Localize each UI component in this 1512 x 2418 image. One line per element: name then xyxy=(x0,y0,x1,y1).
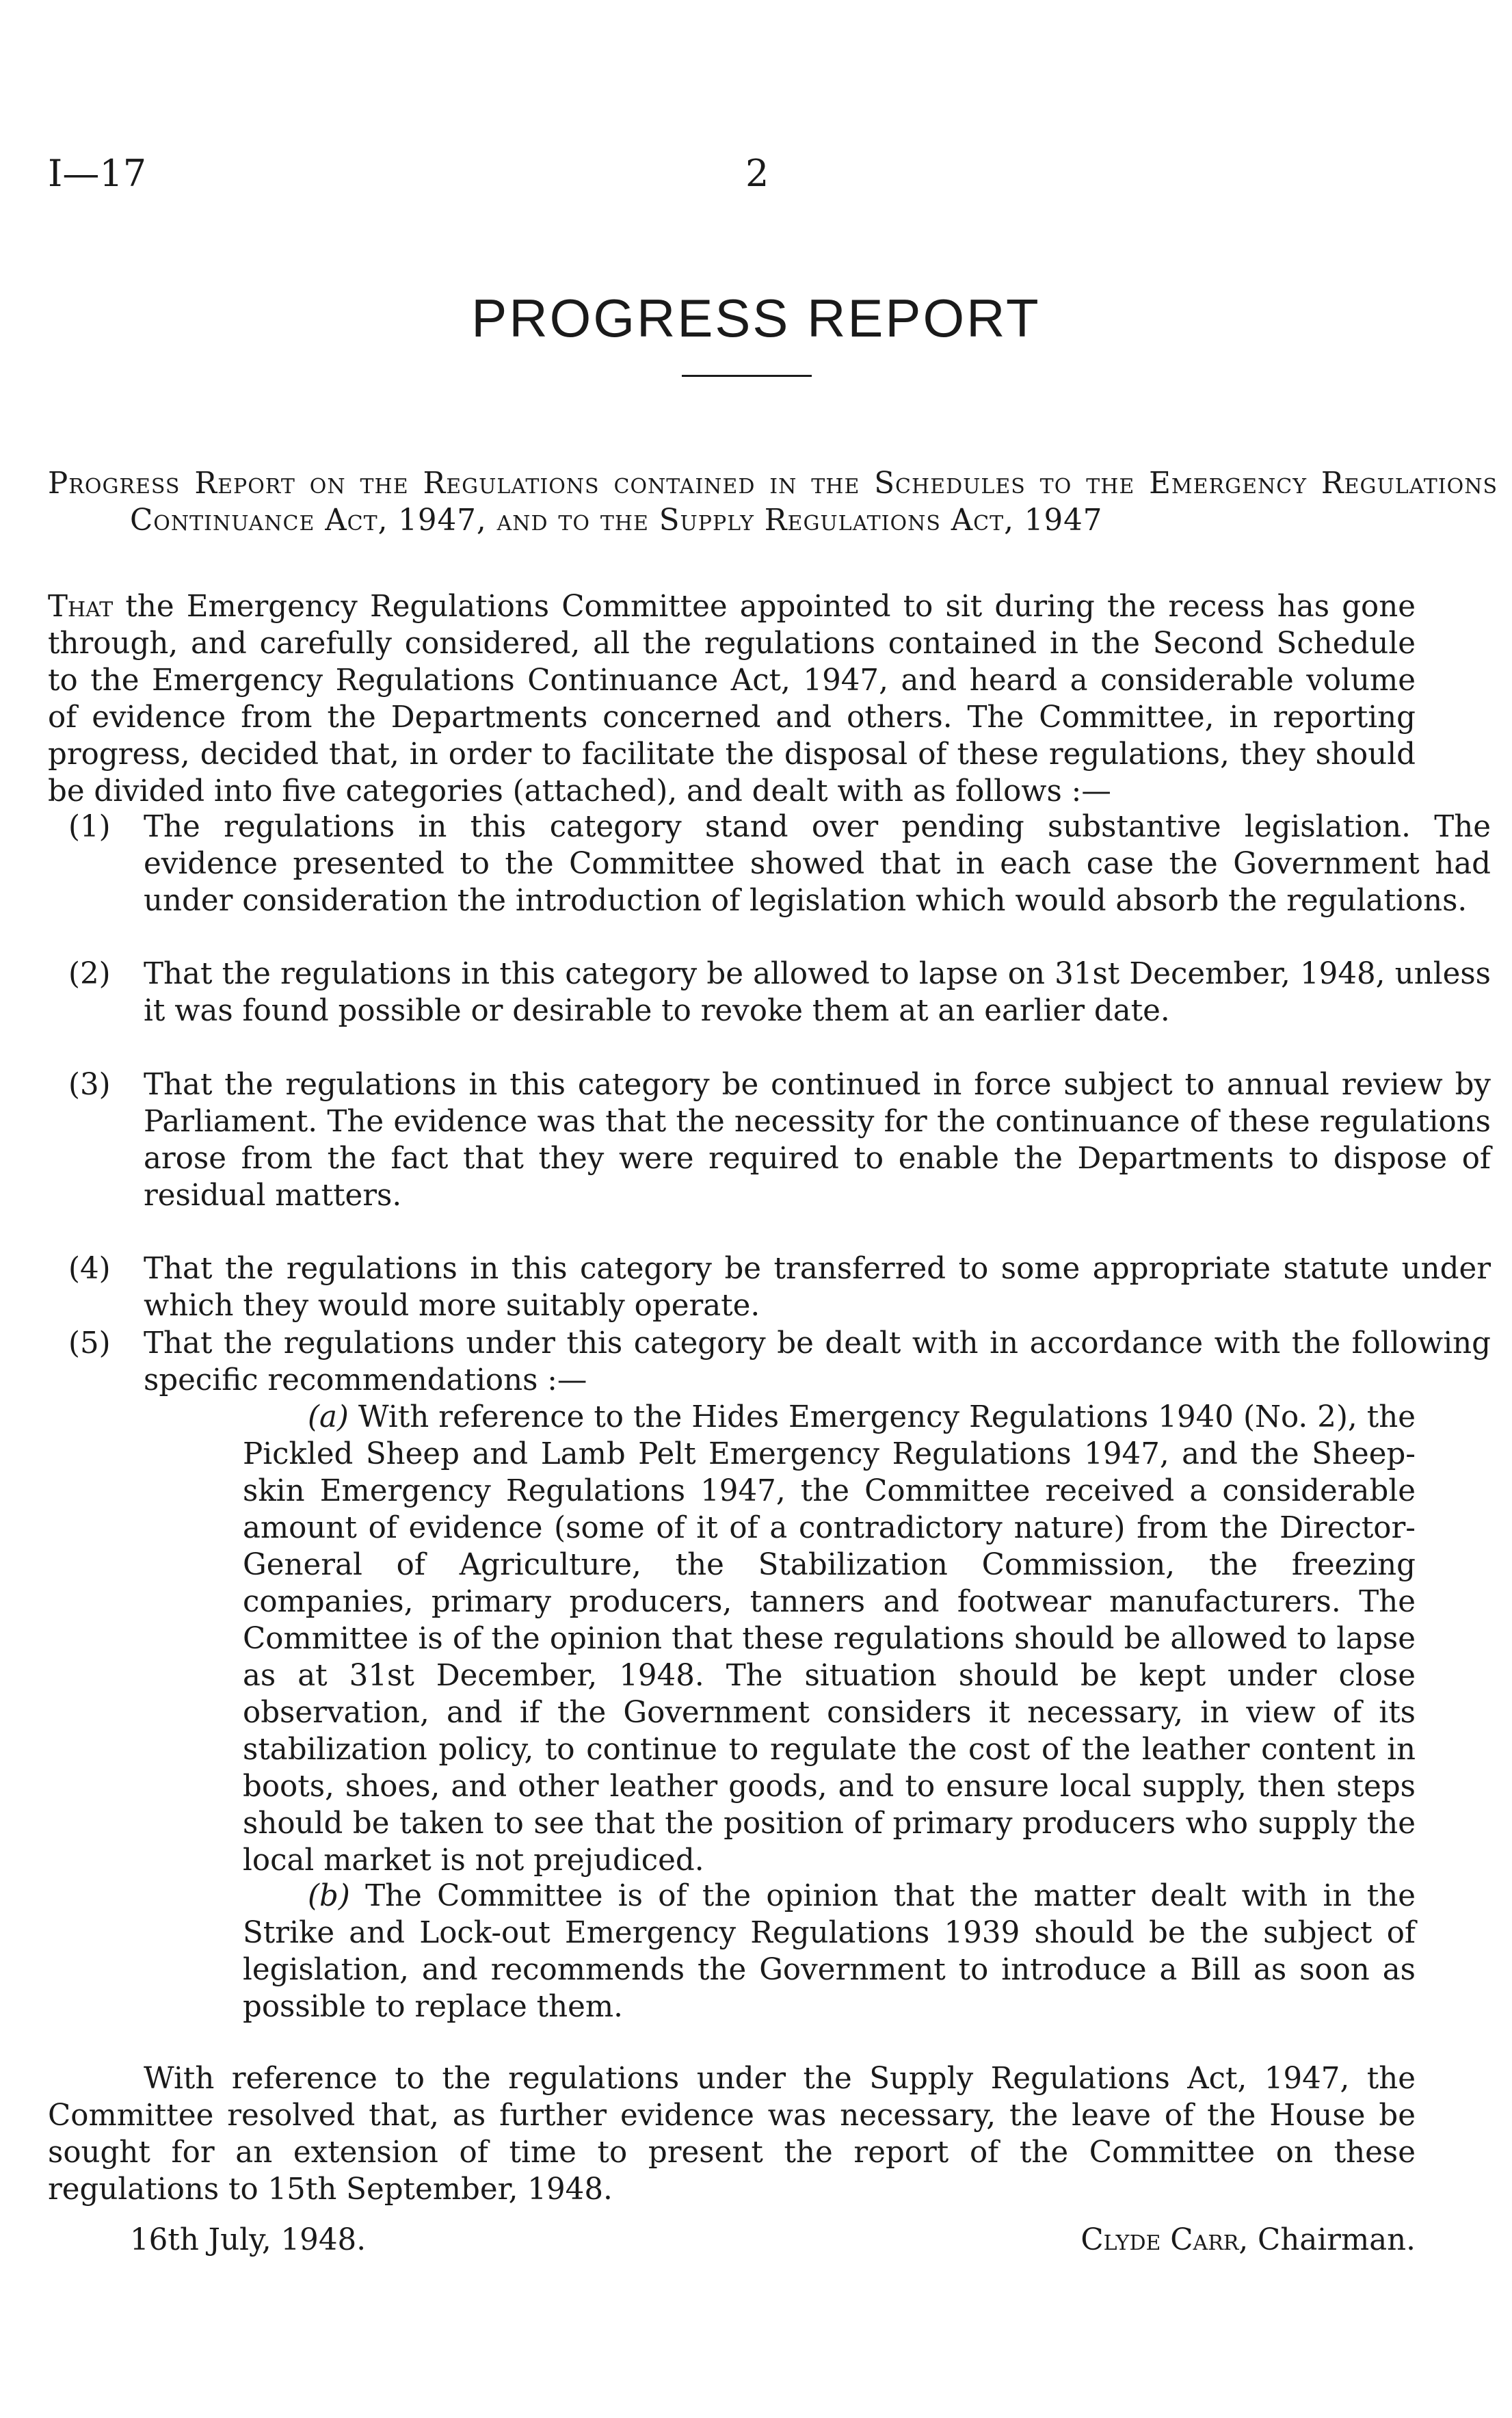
signatory-name: Clyde Carr xyxy=(1080,2223,1239,2257)
closing-paragraph: With reference to the regulations under the Supply Regulations Act, 1947, the Committee resolved that, as further evidence was necessary, the leave of the House be sought for an extension of time to present the report of the Committee on these regulations to 15th September, 1948. xyxy=(48,2062,1416,2207)
report-subheading: Progress Report on the Regulations contained in the Schedules to the Emergency Regulations Continuance Act, 1947, and to the Supply Regulations Act, 1947 xyxy=(48,466,1498,538)
sub-item-text: The Committee is of the opinion that the matter dealt with in the Strike and Lock-out Emergency Regulations 1939 should be the subject of legislation, and recommends the Government to introduce a Bill as soon as possible to replace them. xyxy=(243,1879,1416,2024)
sub-item-text: With reference to the Hides Emergency Regulations 1940 (No. 2), the Pickled Sheep and Lamb Pelt Emergency Regulations 1947, and the Sheep-skin Emergency Regulations 1947, the Committee received a considerable amount of evidence (some of it of a contradictory nature) from the Director-General of Agriculture, the Stabilization Commission, the freezing companies, primary producers, tanners and footwear manufacturers. The Committee is of the opinion that these regulations should be allowed to lapse as at 31st December, 1948. The situation should be kept under close observation, and if the Government considers it necessary, in view of its stabilization policy, to continue to regulate the cost of the leather content in boots, shoes, and other leather goods, and to ensure local supply, then steps should be taken to see that the position of primary producers who supply the local market is not prejudiced. xyxy=(243,1400,1416,1878)
signature xyxy=(1080,2223,1416,2257)
item-number: (3) xyxy=(68,1068,111,1102)
sub-item xyxy=(243,1878,1416,2025)
report-date: 16th July, 1948. xyxy=(130,2223,367,2257)
item-text: That the regulations under this category be dealt with in accordance with the following specific recommendations :— xyxy=(144,1326,1491,1397)
item-number: (5) xyxy=(68,1326,111,1361)
item-text: That the regulations in this category be continued in force subject to annual review by Parliament. The evidence was that the necessity for the continuance of these regulations arose from the fact that they were required to enable the Departments to dispose of residual matters. xyxy=(144,1068,1491,1213)
list-item xyxy=(68,1325,1491,1399)
page-title: PROGRESS REPORT xyxy=(471,288,1041,348)
page-number: 2 xyxy=(745,152,769,195)
list-item xyxy=(68,956,1491,1029)
item-number: (4) xyxy=(68,1252,111,1286)
title-rule xyxy=(682,375,812,377)
intro-lead-word: That xyxy=(48,590,114,624)
sub-item-label: (a) xyxy=(308,1400,349,1434)
document-reference: I—17 xyxy=(48,152,147,195)
item-text: The regulations in this category stand over pending substantive legislation. The evidence presented to the Committee showed that in each case the Government had under consideration the introduction of legislation which would absorb the regulations. xyxy=(144,810,1491,918)
sub-item xyxy=(243,1399,1416,1879)
list-item xyxy=(68,1066,1491,1214)
sub-item-label: (b) xyxy=(308,1879,350,1913)
item-number: (1) xyxy=(68,810,111,844)
intro-text: the Emergency Regulations Committee appointed to sit during the recess has gone through, and carefully considered, all the regulations contained in the Second Schedule to the Emergency Regulations Continuance Act, 1947, and heard a considerable volume of evidence from the Departments concerned and others. The Committee, in reporting progress, decided that, in order to facilitate the disposal of these regulations, they should be divided into five categories (attached), and dealt with as follows :— xyxy=(48,590,1416,809)
list-item xyxy=(68,809,1491,919)
intro-paragraph xyxy=(48,588,1416,810)
item-text: That the regulations in this category be allowed to lapse on 31st December, 1948, unless it was found possible or desirable to revoke them at an earlier date. xyxy=(144,957,1491,1028)
signatory-role: , Chairman. xyxy=(1238,2223,1416,2257)
item-number: (2) xyxy=(68,957,111,991)
item-text: That the regulations in this category be transferred to some appropriate statute under which they would more suitably operate. xyxy=(144,1252,1491,1323)
list-item xyxy=(68,1250,1491,1324)
